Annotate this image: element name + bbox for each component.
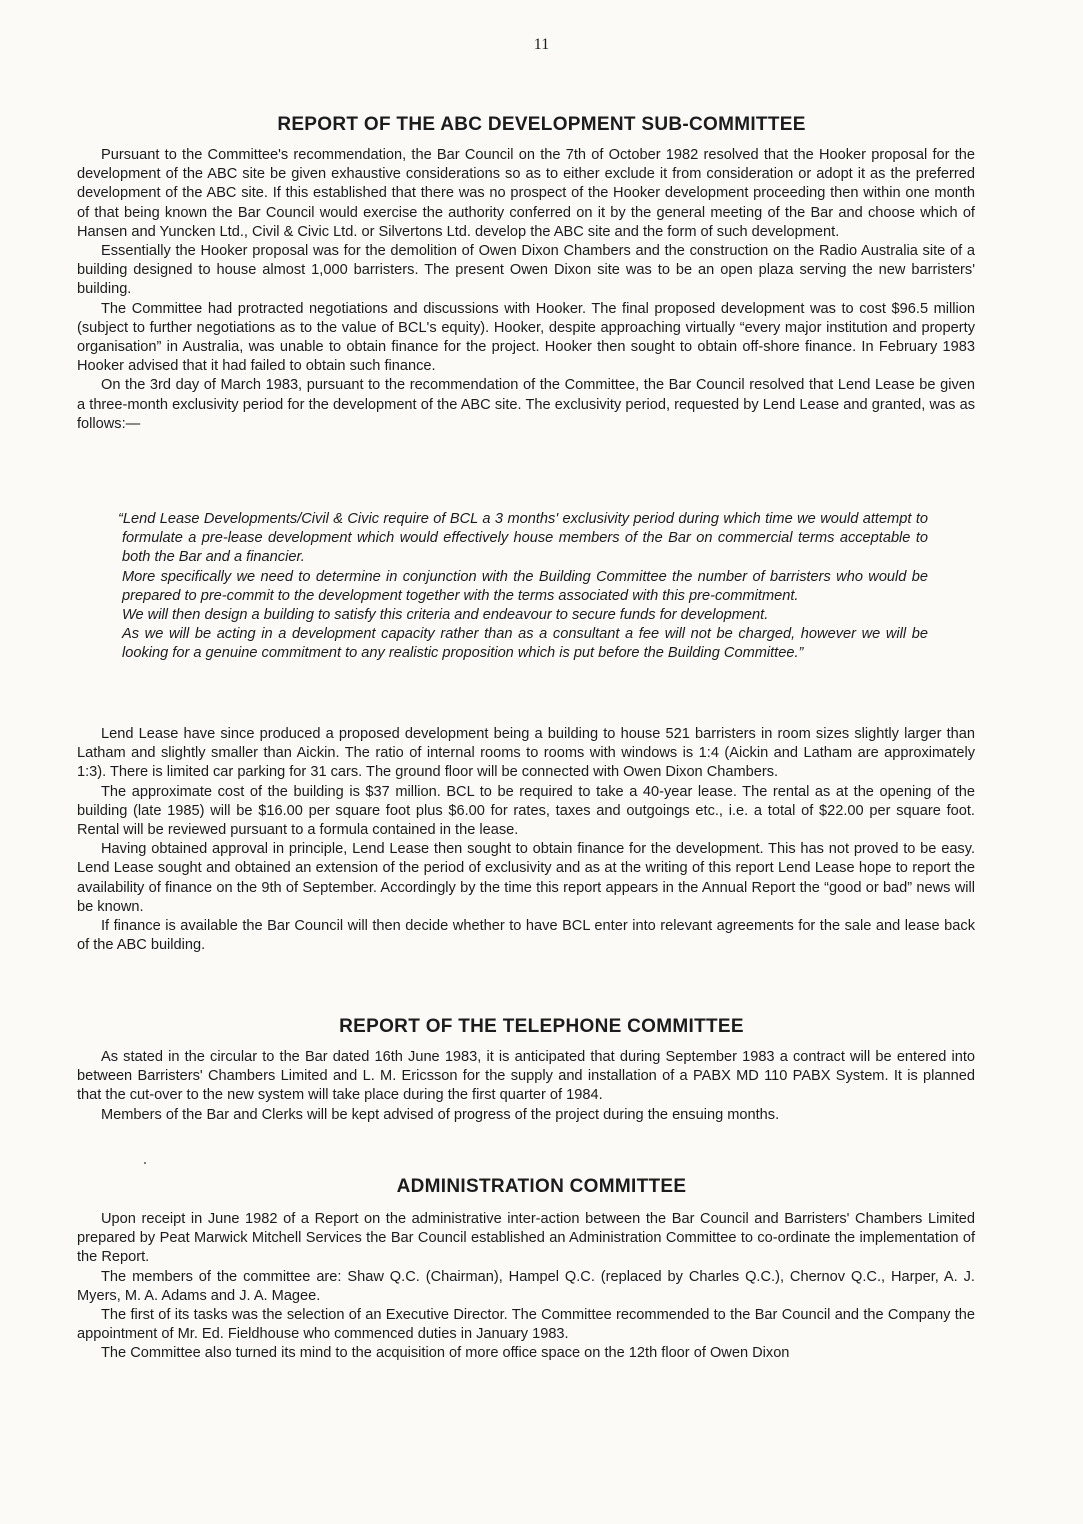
page-number: 11 (533, 36, 550, 53)
paragraph: The members of the committee are: Shaw Q.C. (Chairman), Hampel Q.C. (replaced by Charles Q.C.), Chernov Q.C., Harper, A. J. Myers, M. A. Adams and J. A. Magee. (77, 1268, 975, 1304)
heading-administration-committee: ADMINISTRATION COMMITTEE (396, 1176, 687, 1197)
lend-lease-quote (118, 510, 928, 664)
stray-mark (144, 1162, 146, 1164)
telephone-paragraphs (77, 1048, 975, 1125)
quote-paragraph: More specifically we need to determine in conjunction with the Building Committee the number of barristers who would be prepared to pre-commit to the development together with the terms associated with this pre-commitment. (122, 568, 928, 604)
paragraph: Lend Lease have since produced a proposed development being a building to house 521 barristers in room sizes slightly larger than Latham and slightly smaller than Aickin. The ratio of internal rooms to rooms with windows is 1:4 (Aickin and Latham are approximately 1:3). There is limited car parking for 31 cars. The ground floor will be connected with Owen Dixon Chambers. (77, 726, 975, 781)
paragraph: Having obtained approval in principle, Lend Lease then sought to obtain finance for the development. This has not proved to be easy. Lend Lease sought and obtained an extension of the period of exclusivity and as at the writing of this report Lend Lease hope to report the availability of finance on the 9th of September. Accordingly by the time this report appears in the Annual Report the “good or bad” news will be known. (77, 841, 975, 915)
abc-followup-paragraphs (77, 725, 975, 955)
paragraph: Members of the Bar and Clerks will be kept advised of progress of the project during the ensuing months. (101, 1106, 780, 1123)
paragraph: Upon receipt in June 1982 of a Report on the administrative inter-action between the Bar Council and Barristers' Chambers Limited prepared by Peat Marwick Mitchell Services the Bar Council established an Administration Committee to co-ordinate the implementation of the Report. (77, 1211, 975, 1266)
paragraph: The first of its tasks was the selection of an Executive Director. The Committee recommended to the Bar Council and the Company the appointment of Mr. Ed. Fieldhouse who commenced duties in January 1983. (77, 1307, 975, 1343)
paragraph: As stated in the circular to the Bar dated 16th June 1983, it is anticipated that during September 1983 a contract will be entered into between Barristers' Chambers Limited and L. M. Ericsson for the supply and installation of a PABX MD 110 PABX System. It is planned that the cut-over to the new system will take place during the first quarter of 1984. (77, 1049, 975, 1104)
heading-telephone-committee: REPORT OF THE TELEPHONE COMMITTEE (339, 1016, 744, 1037)
paragraph: On the 3rd day of March 1983, pursuant to the recommendation of the Committee, the Bar Council resolved that Lend Lease be given a three-month exclusivity period for the development of the ABC site. The exclusivity period, requested by Lend Lease and granted, was as follows:— (77, 377, 975, 432)
paragraph: The approximate cost of the building is $37 million. BCL to be required to take a 40-year lease. The rental as at the opening of the building (late 1985) will be $16.00 per square foot plus $6.00 for rates, taxes and outgoings etc., i.e. a total of $22.00 per square foot. Rental will be reviewed pursuant to a formula contained in the lease. (77, 783, 975, 839)
paragraph: If finance is available the Bar Council will then decide whether to have BCL enter into relevant agreements for the sale and lease back of the ABC building. (77, 918, 975, 954)
paragraph: The Committee also turned its mind to the acquisition of more office space on the 12th floor of Owen Dixon (101, 1345, 790, 1362)
paragraph: Pursuant to the Committee's recommendation, the Bar Council on the 7th of October 1982 resolved that the Hooker proposal for the development of the ABC site be given exhaustive considerations so as to either exclude it from consideration or adopt it as the preferred development of the ABC site. If this established that there was no prospect of the Hooker development proceeding then within one month of that being known the Bar Council would exercise the authority conferred on it by the general meeting of the Bar and choose which of Hansen and Yuncken Ltd., Civil & Civic Ltd. or Silvertons Ltd. develop the ABC site and the form of such development. (77, 147, 975, 240)
quote-paragraph: As we will be acting in a development capacity rather than as a consultant a fee will not be charged, however we will be looking for a genuine commitment to any realistic proposition which is put before the Building Committee.” (122, 626, 928, 662)
administration-paragraphs (77, 1210, 975, 1364)
quote-paragraph: “Lend Lease Developments/Civil & Civic require of BCL a 3 months' exclusivity period during which time we would attempt to formulate a pre-lease development which would effectively house members of the Bar on commercial terms acceptable to both the Bar and a financier. (118, 511, 928, 566)
heading-abc-development: REPORT OF THE ABC DEVELOPMENT SUB-COMMITTEE (277, 114, 806, 135)
paragraph: Essentially the Hooker proposal was for the demolition of Owen Dixon Chambers and the construction on the Radio Australia site of a building designed to house almost 1,000 barristers. The present Owen Dixon site was to be an open plaza serving the new barristers' building. (77, 243, 975, 298)
abc-intro-paragraphs (77, 146, 975, 434)
quote-paragraph: We will then design a building to satisfy this criteria and endeavour to secure funds for development. (122, 607, 769, 624)
paragraph: The Committee had protracted negotiations and discussions with Hooker. The final proposed development was to cost $96.5 million (subject to further negotiations as to the value of BCL's equity). Hooker, despite approaching virtually “every major institution and property organisation” in Australia, was unable to obtain finance for the project. Hooker then sought to obtain off-shore finance. In February 1983 Hooker advised that it had failed to obtain such finance. (77, 300, 975, 375)
